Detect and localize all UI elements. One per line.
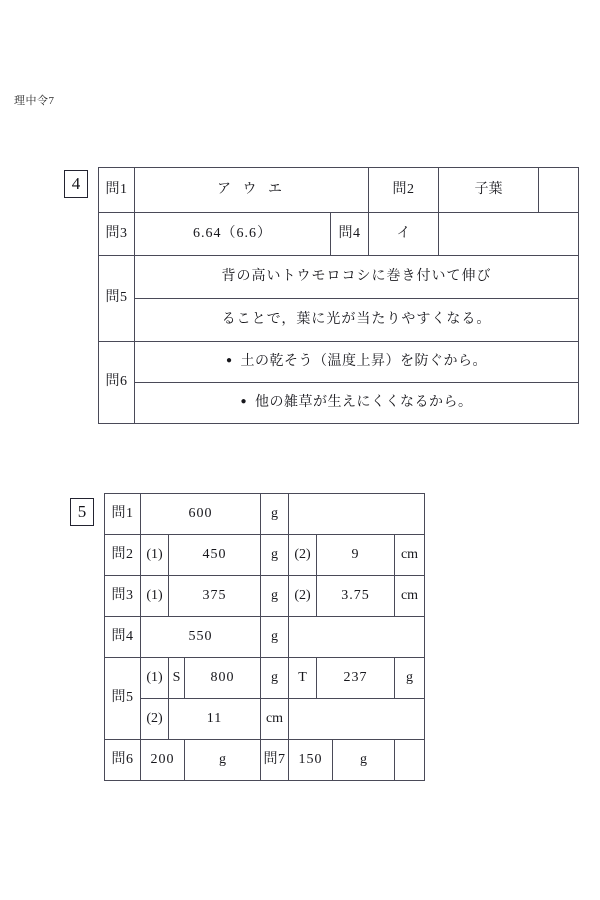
q5-unit-mon2-1: g (261, 535, 289, 576)
q5-answer-mon5-s[interactable]: 800 (185, 658, 261, 699)
q4-answer-mon2[interactable]: 子葉 (439, 168, 539, 213)
q5-row-mon5-2 (105, 699, 425, 740)
q5-mon5-sub2: (2) (141, 699, 169, 740)
q5-row-mon2 (105, 535, 425, 576)
q4-label-mon6: 問6 (99, 342, 135, 424)
q5-answer-mon6[interactable]: 200 (141, 740, 185, 781)
q5-mon2-sub1: (1) (141, 535, 169, 576)
q5-mon5-tag-s: S (169, 658, 185, 699)
q5-row-mon4 (105, 617, 425, 658)
q5-unit-mon3-1: g (261, 576, 289, 617)
q4-row-2 (99, 213, 579, 256)
q4-row-6 (99, 383, 579, 424)
q4-row1-spacer (539, 168, 579, 213)
q5-unit-mon6: g (185, 740, 261, 781)
q5-unit-mon5-2: cm (261, 699, 289, 740)
q5-row-mon1 (105, 494, 425, 535)
q5-answer-mon4[interactable]: 550 (141, 617, 261, 658)
q4-label-mon3: 問3 (99, 213, 135, 256)
q5-unit-mon2-2: cm (395, 535, 425, 576)
q5-mon3-sub1: (1) (141, 576, 169, 617)
q5-mon2-sub2: (2) (289, 535, 317, 576)
q5-label-mon2: 問2 (105, 535, 141, 576)
q4-label-mon4: 問4 (331, 213, 369, 256)
q5-row-mon3 (105, 576, 425, 617)
q4-label-mon5: 問5 (99, 256, 135, 342)
q4-answer-mon5-line1[interactable]: 背の高いトウモロコシに巻き付いて伸び (135, 256, 579, 299)
bullet-dot-icon: ● (225, 355, 233, 367)
q4-row-3 (99, 256, 579, 299)
question-4-number: 4 (64, 170, 88, 198)
question-5-table (104, 493, 425, 781)
q5-answer-mon3-2[interactable]: 3.75 (317, 576, 395, 617)
q4-grid (98, 167, 579, 424)
q5-answer-mon2-2[interactable]: 9 (317, 535, 395, 576)
q4-answer-mon5-line2[interactable]: ることで，葉に光が当たりやすくなる。 (135, 299, 579, 342)
q4-row-4 (99, 299, 579, 342)
q5-grid (104, 493, 425, 781)
q4-label-mon2: 問2 (369, 168, 439, 213)
q4-label-mon1: 問1 (99, 168, 135, 213)
q5-answer-mon5-t[interactable]: 237 (317, 658, 395, 699)
q5-answer-mon1[interactable]: 600 (141, 494, 261, 535)
q4-mon6-bullet2-text: 他の雑草が生えにくくなるから。 (255, 394, 473, 410)
question-4-table (98, 167, 579, 424)
q5-unit-mon3-2: cm (395, 576, 425, 617)
q5-unit-mon1: g (261, 494, 289, 535)
q4-answer-mon4[interactable]: イ (369, 213, 439, 256)
q5-label-mon5: 問5 (105, 658, 141, 740)
q5-row-mon6 (105, 740, 425, 781)
q5-label-mon6: 問6 (105, 740, 141, 781)
q4-row2-spacer (439, 213, 579, 256)
q4-answer-mon6-bullet1[interactable] (135, 342, 579, 383)
q5-answer-mon2-1[interactable]: 450 (169, 535, 261, 576)
q5-mon3-sub2: (2) (289, 576, 317, 617)
q4-row-1 (99, 168, 579, 213)
q5-label-mon7: 問7 (261, 740, 289, 781)
q5-unit-mon4: g (261, 617, 289, 658)
q4-mon6-bullet1-text: 土の乾そう（温度上昇）を防ぐから。 (240, 353, 488, 369)
q5-unit-mon5-t: g (395, 658, 425, 699)
q5-answer-mon3-1[interactable]: 375 (169, 576, 261, 617)
q5-mon1-spacer (289, 494, 425, 535)
q5-label-mon4: 問4 (105, 617, 141, 658)
q5-row-mon5-1 (105, 658, 425, 699)
q5-answer-mon5-2[interactable]: 11 (169, 699, 261, 740)
q4-answer-mon1[interactable]: ア ウ エ (135, 168, 369, 213)
q4-answer-mon3[interactable]: 6.64（6.6） (135, 213, 331, 256)
q5-mon5-2-spacer (289, 699, 425, 740)
q5-mon7-spacer (395, 740, 425, 781)
q4-answer-mon6-bullet2[interactable] (135, 383, 579, 424)
question-5-number: 5 (70, 498, 94, 526)
q5-label-mon3: 問3 (105, 576, 141, 617)
q5-unit-mon7: g (333, 740, 395, 781)
q5-mon5-tag-t: T (289, 658, 317, 699)
q5-mon4-spacer (289, 617, 425, 658)
q5-label-mon1: 問1 (105, 494, 141, 535)
page-header-code: 理中令7 (14, 95, 55, 107)
q5-unit-mon5-s: g (261, 658, 289, 699)
q5-mon5-sub1: (1) (141, 658, 169, 699)
q4-row-5 (99, 342, 579, 383)
bullet-dot-icon: ● (240, 396, 248, 408)
q5-answer-mon7[interactable]: 150 (289, 740, 333, 781)
